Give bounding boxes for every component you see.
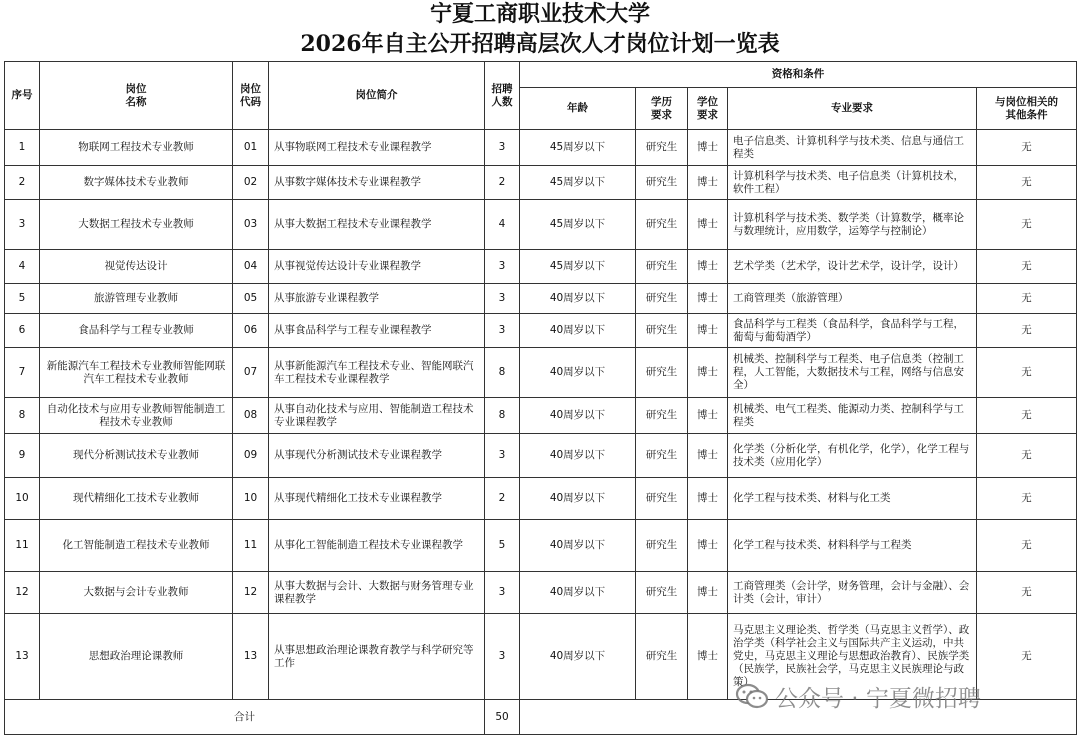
cell-count: 8 <box>485 348 520 398</box>
cell-major: 化学工程与技术类、材料与化工类 <box>728 478 977 520</box>
table-row <box>5 314 1077 348</box>
cell-education: 研究生 <box>636 398 688 434</box>
cell-seq: 6 <box>5 314 40 348</box>
header-other <box>977 88 1077 130</box>
total-empty <box>520 700 1077 735</box>
cell-name: 旅游管理专业教师 <box>40 284 233 314</box>
cell-intro: 从事现代分析测试技术专业课程教学 <box>269 434 485 478</box>
cell-degree: 博士 <box>688 434 728 478</box>
cell-education: 研究生 <box>636 614 688 700</box>
cell-seq: 9 <box>5 434 40 478</box>
cell-count: 3 <box>485 284 520 314</box>
cell-code: 09 <box>233 434 269 478</box>
cell-education: 研究生 <box>636 572 688 614</box>
cell-seq: 2 <box>5 166 40 200</box>
header-count-line2: 人数 <box>491 95 513 108</box>
header-count-line1: 招聘 <box>491 82 513 95</box>
page-subtitle: 2026年自主公开招聘高层次人才岗位计划一览表 <box>300 31 780 57</box>
cell-intro: 从事旅游专业课程教学 <box>269 284 485 314</box>
cell-other: 无 <box>977 478 1077 520</box>
cell-count: 3 <box>485 130 520 166</box>
cell-degree: 博士 <box>688 572 728 614</box>
cell-count: 3 <box>485 572 520 614</box>
table-row <box>5 572 1077 614</box>
cell-degree: 博士 <box>688 284 728 314</box>
table-body <box>5 130 1077 700</box>
cell-age: 45周岁以下 <box>520 250 636 284</box>
header-education-line1: 学历 <box>651 95 672 108</box>
cell-intro: 从事物联网工程技术专业课程教学 <box>269 130 485 166</box>
total-label: 合计 <box>5 700 485 735</box>
cell-intro: 从事视觉传达设计专业课程教学 <box>269 250 485 284</box>
cell-name: 化工智能制造工程技术专业教师 <box>40 520 233 572</box>
cell-degree: 博士 <box>688 614 728 700</box>
positions-table <box>4 61 1077 735</box>
cell-age: 40周岁以下 <box>520 520 636 572</box>
table-row <box>5 520 1077 572</box>
cell-intro: 从事新能源汽车工程技术专业、智能网联汽车工程技术专业课程教学 <box>269 348 485 398</box>
cell-name: 新能源汽车工程技术专业教师智能网联汽车工程技术专业教师 <box>40 348 233 398</box>
cell-name: 现代精细化工技术专业教师 <box>40 478 233 520</box>
cell-major: 计算机科学与技术类、数学类（计算数学，概率论与数理统计，应用数学，运筹学与控制论） <box>728 200 977 250</box>
cell-education: 研究生 <box>636 200 688 250</box>
table-row <box>5 398 1077 434</box>
header-seq: 序号 <box>5 62 40 130</box>
cell-major: 计算机科学与技术类、电子信息类（计算机技术，软件工程） <box>728 166 977 200</box>
cell-age: 40周岁以下 <box>520 478 636 520</box>
cell-name: 自动化技术与应用专业教师智能制造工程技术专业教师 <box>40 398 233 434</box>
cell-intro: 从事自动化技术与应用、智能制造工程技术专业课程教学 <box>269 398 485 434</box>
cell-code: 12 <box>233 572 269 614</box>
cell-other: 无 <box>977 314 1077 348</box>
cell-major: 艺术学类（艺术学，设计艺术学，设计学，设计） <box>728 250 977 284</box>
cell-count: 3 <box>485 250 520 284</box>
cell-education: 研究生 <box>636 520 688 572</box>
header-degree-line1: 学位 <box>697 95 718 108</box>
cell-count: 8 <box>485 398 520 434</box>
cell-count: 5 <box>485 520 520 572</box>
cell-name: 视觉传达设计 <box>40 250 233 284</box>
cell-age: 45周岁以下 <box>520 200 636 250</box>
cell-age: 40周岁以下 <box>520 348 636 398</box>
cell-seq: 13 <box>5 614 40 700</box>
cell-name: 物联网工程技术专业教师 <box>40 130 233 166</box>
cell-seq: 5 <box>5 284 40 314</box>
cell-other: 无 <box>977 284 1077 314</box>
cell-age: 40周岁以下 <box>520 572 636 614</box>
cell-degree: 博士 <box>688 520 728 572</box>
cell-code: 05 <box>233 284 269 314</box>
cell-other: 无 <box>977 434 1077 478</box>
cell-intro: 从事思想政治理论课教育教学与科学研究等工作 <box>269 614 485 700</box>
total-value: 50 <box>485 700 520 735</box>
cell-degree: 博士 <box>688 166 728 200</box>
cell-degree: 博士 <box>688 130 728 166</box>
cell-age: 40周岁以下 <box>520 314 636 348</box>
cell-count: 3 <box>485 314 520 348</box>
cell-code: 01 <box>233 130 269 166</box>
table-row <box>5 614 1077 700</box>
cell-major: 电子信息类、计算机科学与技术类、信息与通信工程类 <box>728 130 977 166</box>
table-row <box>5 250 1077 284</box>
cell-other: 无 <box>977 200 1077 250</box>
header-education-line2: 要求 <box>651 108 672 121</box>
cell-degree: 博士 <box>688 348 728 398</box>
header-other-line2: 其他条件 <box>1005 108 1048 121</box>
cell-major: 工商管理类（旅游管理） <box>728 284 977 314</box>
cell-other: 无 <box>977 614 1077 700</box>
cell-other: 无 <box>977 520 1077 572</box>
cell-education: 研究生 <box>636 284 688 314</box>
cell-degree: 博士 <box>688 200 728 250</box>
cell-major: 化学类（分析化学，有机化学，化学），化学工程与技术类（应用化学） <box>728 434 977 478</box>
header-code-line2: 代码 <box>240 95 261 108</box>
cell-seq: 4 <box>5 250 40 284</box>
cell-other: 无 <box>977 398 1077 434</box>
cell-major: 食品科学与工程类（食品科学，食品科学与工程，葡萄与葡萄酒学） <box>728 314 977 348</box>
header-name <box>40 62 233 130</box>
table-row <box>5 166 1077 200</box>
cell-major: 化学工程与技术类、材料科学与工程类 <box>728 520 977 572</box>
cell-other: 无 <box>977 250 1077 284</box>
table-row <box>5 284 1077 314</box>
cell-intro: 从事食品科学与工程专业课程教学 <box>269 314 485 348</box>
cell-degree: 博士 <box>688 250 728 284</box>
cell-code: 11 <box>233 520 269 572</box>
cell-seq: 1 <box>5 130 40 166</box>
header-other-line1: 与岗位相关的 <box>995 95 1059 108</box>
cell-age: 40周岁以下 <box>520 434 636 478</box>
table-row <box>5 434 1077 478</box>
cell-major: 马克思主义理论类、哲学类（马克思主义哲学）、政治学类（科学社会主义与国际共产主义运动，中共党史，马克思主义理论与思想政治教育）、民族学类（民族学，民族社会学，马克思主义民族理论与政策） <box>728 614 977 700</box>
cell-education: 研究生 <box>636 348 688 398</box>
header-degree <box>688 88 728 130</box>
cell-seq: 3 <box>5 200 40 250</box>
cell-seq: 11 <box>5 520 40 572</box>
cell-count: 3 <box>485 434 520 478</box>
table-row <box>5 130 1077 166</box>
cell-intro: 从事大数据工程技术专业课程教学 <box>269 200 485 250</box>
cell-other: 无 <box>977 130 1077 166</box>
cell-major: 机械类、控制科学与工程类、电子信息类（控制工程，人工智能，大数据技术与工程，网络与信息安全） <box>728 348 977 398</box>
cell-count: 3 <box>485 614 520 700</box>
cell-name: 现代分析测试技术专业教师 <box>40 434 233 478</box>
watermark-text: 公众号 · 宁夏微招聘 <box>775 685 981 712</box>
cell-age: 45周岁以下 <box>520 130 636 166</box>
cell-code: 04 <box>233 250 269 284</box>
header-code-line1: 岗位 <box>240 82 261 95</box>
cell-age: 40周岁以下 <box>520 398 636 434</box>
cell-name: 数字媒体技术专业教师 <box>40 166 233 200</box>
cell-code: 10 <box>233 478 269 520</box>
header-name-line1: 岗位 <box>125 82 147 95</box>
cell-code: 02 <box>233 166 269 200</box>
page-title: 宁夏工商职业技术大学 <box>429 1 650 27</box>
cell-age: 40周岁以下 <box>520 284 636 314</box>
header-degree-line2: 要求 <box>697 108 718 121</box>
cell-education: 研究生 <box>636 314 688 348</box>
cell-name: 思想政治理论课教师 <box>40 614 233 700</box>
cell-education: 研究生 <box>636 166 688 200</box>
cell-seq: 7 <box>5 348 40 398</box>
cell-major: 机械类、电气工程类、能源动力类、控制科学与工程类 <box>728 398 977 434</box>
cell-intro: 从事现代精细化工技术专业课程教学 <box>269 478 485 520</box>
header-qualifications: 资格和条件 <box>520 62 1077 88</box>
header-code <box>233 62 269 130</box>
cell-code: 07 <box>233 348 269 398</box>
cell-seq: 10 <box>5 478 40 520</box>
cell-code: 13 <box>233 614 269 700</box>
cell-degree: 博士 <box>688 314 728 348</box>
cell-degree: 博士 <box>688 478 728 520</box>
cell-intro: 从事大数据与会计、大数据与财务管理专业课程教学 <box>269 572 485 614</box>
cell-other: 无 <box>977 572 1077 614</box>
header-age: 年龄 <box>520 88 636 130</box>
cell-other: 无 <box>977 348 1077 398</box>
cell-name: 食品科学与工程专业教师 <box>40 314 233 348</box>
cell-count: 2 <box>485 166 520 200</box>
cell-count: 4 <box>485 200 520 250</box>
cell-name: 大数据与会计专业教师 <box>40 572 233 614</box>
cell-age: 40周岁以下 <box>520 614 636 700</box>
cell-other: 无 <box>977 166 1077 200</box>
cell-degree: 博士 <box>688 398 728 434</box>
header-intro: 岗位简介 <box>269 62 485 130</box>
cell-education: 研究生 <box>636 434 688 478</box>
header-major: 专业要求 <box>728 88 977 130</box>
table-row <box>5 348 1077 398</box>
cell-intro: 从事化工智能制造工程技术专业课程教学 <box>269 520 485 572</box>
cell-age: 45周岁以下 <box>520 166 636 200</box>
cell-seq: 12 <box>5 572 40 614</box>
table-row <box>5 200 1077 250</box>
cell-education: 研究生 <box>636 478 688 520</box>
cell-intro: 从事数字媒体技术专业课程教学 <box>269 166 485 200</box>
cell-code: 08 <box>233 398 269 434</box>
header-count <box>485 62 520 130</box>
cell-major: 工商管理类（会计学，财务管理，会计与金融）、会计类（会计，审计） <box>728 572 977 614</box>
cell-name: 大数据工程技术专业教师 <box>40 200 233 250</box>
header-education <box>636 88 688 130</box>
table-row <box>5 478 1077 520</box>
cell-code: 03 <box>233 200 269 250</box>
header-name-line2: 名称 <box>125 95 147 108</box>
cell-education: 研究生 <box>636 130 688 166</box>
cell-count: 2 <box>485 478 520 520</box>
cell-seq: 8 <box>5 398 40 434</box>
cell-education: 研究生 <box>636 250 688 284</box>
cell-code: 06 <box>233 314 269 348</box>
